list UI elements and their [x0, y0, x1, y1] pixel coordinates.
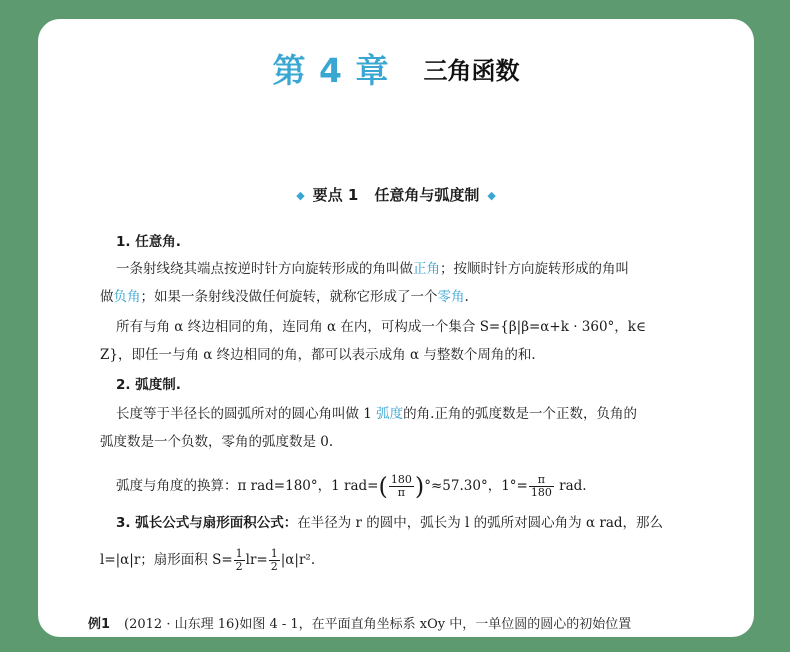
- page-card: [38, 19, 754, 637]
- text-span: ；如果一条射线没做任何旋转，就称它形成了一个: [140, 289, 438, 305]
- denominator: 2: [270, 560, 278, 573]
- left-paren: (: [378, 472, 388, 501]
- fraction: [529, 474, 554, 499]
- chapter-title: 三角函数: [423, 57, 520, 85]
- conversion-formula: [116, 469, 587, 504]
- text-span: 在半径为 r 的圆中，弧长为 l 的弧所对圆心角为 α rad，那么: [297, 515, 664, 531]
- text-span: lr=: [245, 552, 268, 568]
- diamond-icon: ◆: [296, 189, 305, 202]
- paragraph-line: 所有与角 α 终边相同的角，连同角 α 在内，可构成一个集合 S={β|β=α+k · 360°，k∈: [116, 319, 646, 335]
- chapter-heading: [38, 45, 754, 92]
- fraction: [234, 548, 245, 573]
- paragraph-line: 弧度数是一个负数，零角的弧度数是 0.: [100, 434, 334, 450]
- arc-area-formula: [100, 543, 315, 577]
- paragraph-line: [100, 287, 469, 307]
- right-paren: ): [414, 472, 425, 501]
- example-label: 例1: [88, 617, 111, 632]
- diamond-icon: ◆: [487, 189, 496, 202]
- text-span: 弧度与角度的换算：π rad=180°，1 rad=: [116, 478, 379, 494]
- heading-arbitrary-angle: 1. 任意角.: [116, 234, 181, 250]
- numerator: π: [529, 474, 554, 487]
- denominator: 180: [530, 486, 552, 499]
- text-span: .: [464, 289, 469, 305]
- section-heading: [38, 184, 754, 205]
- text-span: °≈57.30°，1°=: [424, 478, 528, 494]
- fraction: [389, 474, 414, 499]
- text-span: l=|α|r；扇形面积 S=: [100, 552, 233, 568]
- text-span: 的角.正角的弧度数是一个正数，负角的: [403, 406, 637, 422]
- text-span: rad.: [554, 478, 587, 494]
- example-line: [88, 613, 631, 632]
- example-text: (2012 · 山东理 16)如图 4 - 1，在平面直角坐标系 xOy 中，一单位圆的圆心的初始位置: [124, 617, 632, 632]
- numerator: 180: [390, 473, 412, 486]
- text-span: |α|r².: [280, 552, 316, 568]
- numerator: 1: [235, 547, 243, 560]
- paragraph-line: [116, 259, 629, 279]
- heading-radian: 2. 弧度制.: [116, 377, 181, 393]
- text-span: 一条射线绕其端点按逆时针方向旋转形成的角叫做: [116, 261, 413, 277]
- term-negative-angle: 负角: [113, 289, 141, 305]
- numerator: 1: [270, 547, 278, 560]
- chapter-number: 第 4 章: [272, 51, 390, 90]
- text-span: 长度等于半径长的圆弧所对的圆心角叫做 1: [116, 406, 377, 422]
- denominator: 2: [235, 560, 243, 573]
- denominator: π: [397, 486, 405, 499]
- text-span: 做: [100, 289, 114, 305]
- term-zero-angle: 零角: [437, 289, 465, 305]
- paragraph-line: Z}，即任一与角 α 终边相同的角，都可以表示成角 α 与整数个周角的和.: [100, 347, 536, 363]
- term-radian: 弧度: [376, 406, 404, 422]
- paragraph-line: [116, 513, 663, 533]
- paragraph-line: [116, 404, 637, 424]
- section-title: 任意角与弧度制: [374, 186, 480, 204]
- section-number: 要点 1: [312, 186, 359, 204]
- term-positive-angle: 正角: [413, 261, 440, 277]
- fraction: [269, 548, 280, 573]
- text-span: ；按顺时针方向旋转形成的角叫: [440, 261, 629, 277]
- heading-arc-formula: 3. 弧长公式与扇形面积公式：: [116, 515, 298, 531]
